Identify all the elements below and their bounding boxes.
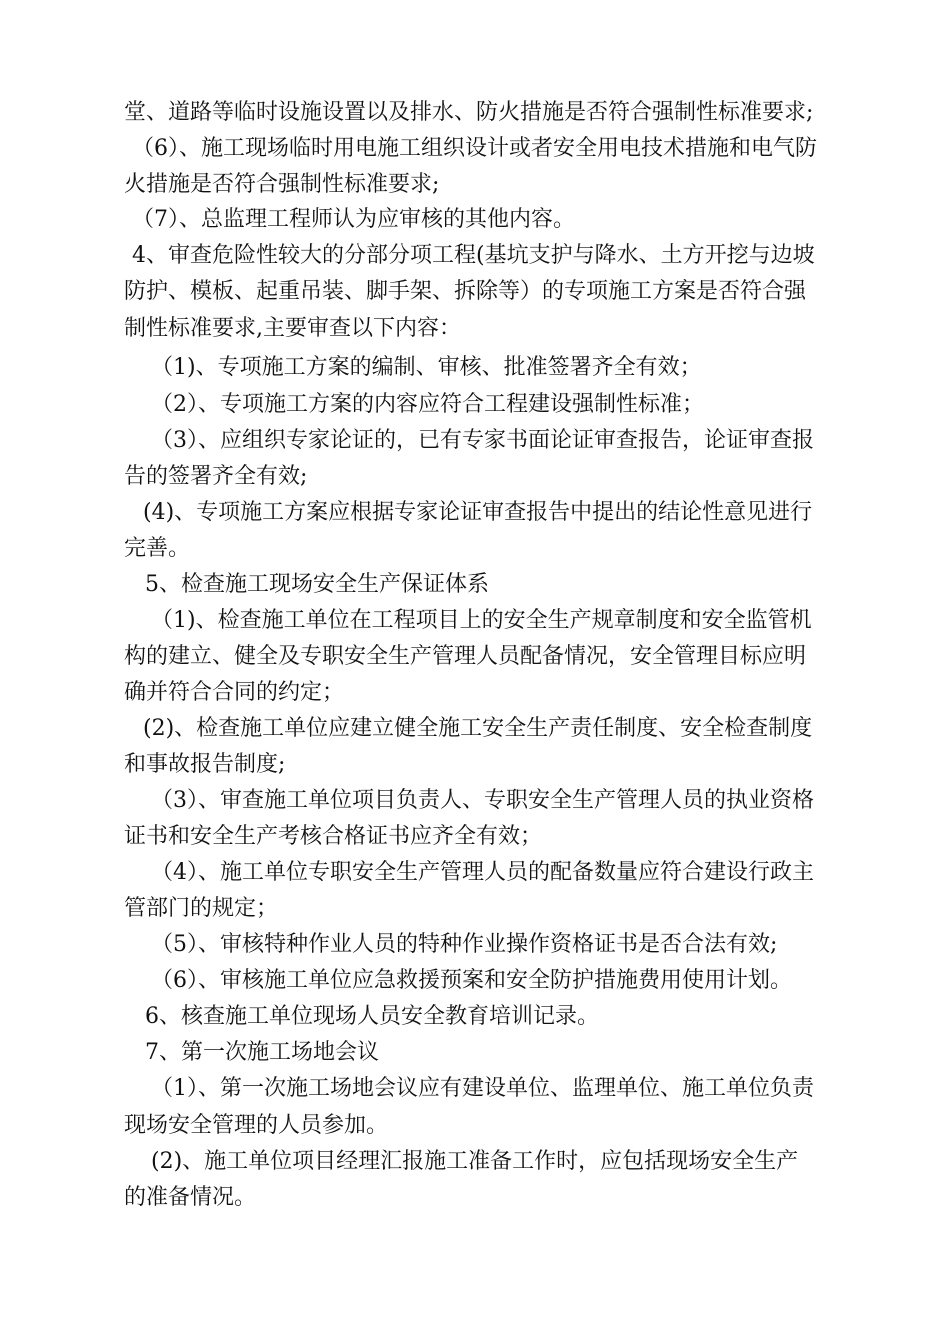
text-line: 的准备情况。 <box>124 1185 257 1210</box>
text-line: （5）、审核特种作业人员的特种作业操作资格证书是否合法有效; <box>151 932 778 957</box>
text-line: 证书和安全生产考核合格证书应齐全有效； <box>124 824 543 849</box>
text-line: （2）、专项施工方案的内容应符合工程建设强制性标准； <box>151 392 704 417</box>
text-line: (2)、检查施工单位应建立健全施工安全生产责任制度、安全检查制度 <box>143 716 813 741</box>
text-line: 完善。 <box>124 536 191 561</box>
text-line: 告的签署齐全有效; <box>124 464 308 489</box>
text-line: （3）、应组织专家论证的，已有专家书面论证审查报告，论证审查报 <box>151 428 814 453</box>
text-line: 制性标准要求,主要审查以下内容： <box>124 316 461 341</box>
text-line: (2)、施工单位项目经理汇报施工准备工作时，应包括现场安全生产 <box>151 1149 799 1174</box>
text-line: 4、审查危险性较大的分部分项工程(基坑支护与降水、土方开挖与边坡 <box>132 243 815 268</box>
text-line: （3）、审查施工单位项目负责人、专职安全生产管理人员的执业资格 <box>151 788 814 813</box>
text-line: 火措施是否符合强制性标准要求; <box>124 172 440 197</box>
text-line: （4）、施工单位专职安全生产管理人员的配备数量应符合建设行政主 <box>151 860 814 885</box>
text-line: 7、第一次施工场地会议 <box>145 1040 379 1065</box>
text-line: 管部门的规定； <box>124 896 279 921</box>
text-line: （6）、审核施工单位应急救援预案和安全防护措施费用使用计划。 <box>151 968 792 993</box>
text-line: （1)、专项施工方案的编制、审核、批准签署齐全有效； <box>151 355 702 380</box>
text-line: 5、检查施工现场安全生产保证体系 <box>145 572 489 597</box>
text-line: 构的建立、健全及专职安全生产管理人员配备情况，安全管理目标应明 <box>124 644 807 669</box>
text-line: （1）、第一次施工场地会议应有建设单位、监理单位、施工单位负责 <box>151 1076 814 1101</box>
text-line: （6）、施工现场临时用电施工组织设计或者安全用电技术措施和电气防 <box>132 136 817 161</box>
text-line: （7）、总监理工程师认为应审核的其他内容。 <box>132 207 575 232</box>
text-line: 6、核查施工单位现场人员安全教育培训记录。 <box>145 1004 599 1029</box>
text-line: 防护、模板、起重吊装、脚手架、拆除等）的专项施工方案是否符合强 <box>124 279 807 304</box>
text-line: (4)、专项施工方案应根据专家论证审查报告中提出的结论性意见进行 <box>143 500 813 525</box>
text-line: 现场安全管理的人员参加。 <box>124 1113 389 1138</box>
text-line: （1)、检查施工单位在工程项目上的安全生产规章制度和安全监管机 <box>151 608 812 633</box>
text-line: 确并符合合同的约定； <box>124 680 345 705</box>
text-line: 堂、道路等临时设施设置以及排水、防火措施是否符合强制性标准要求; <box>124 100 814 125</box>
text-line: 和事故报告制度; <box>124 752 286 777</box>
